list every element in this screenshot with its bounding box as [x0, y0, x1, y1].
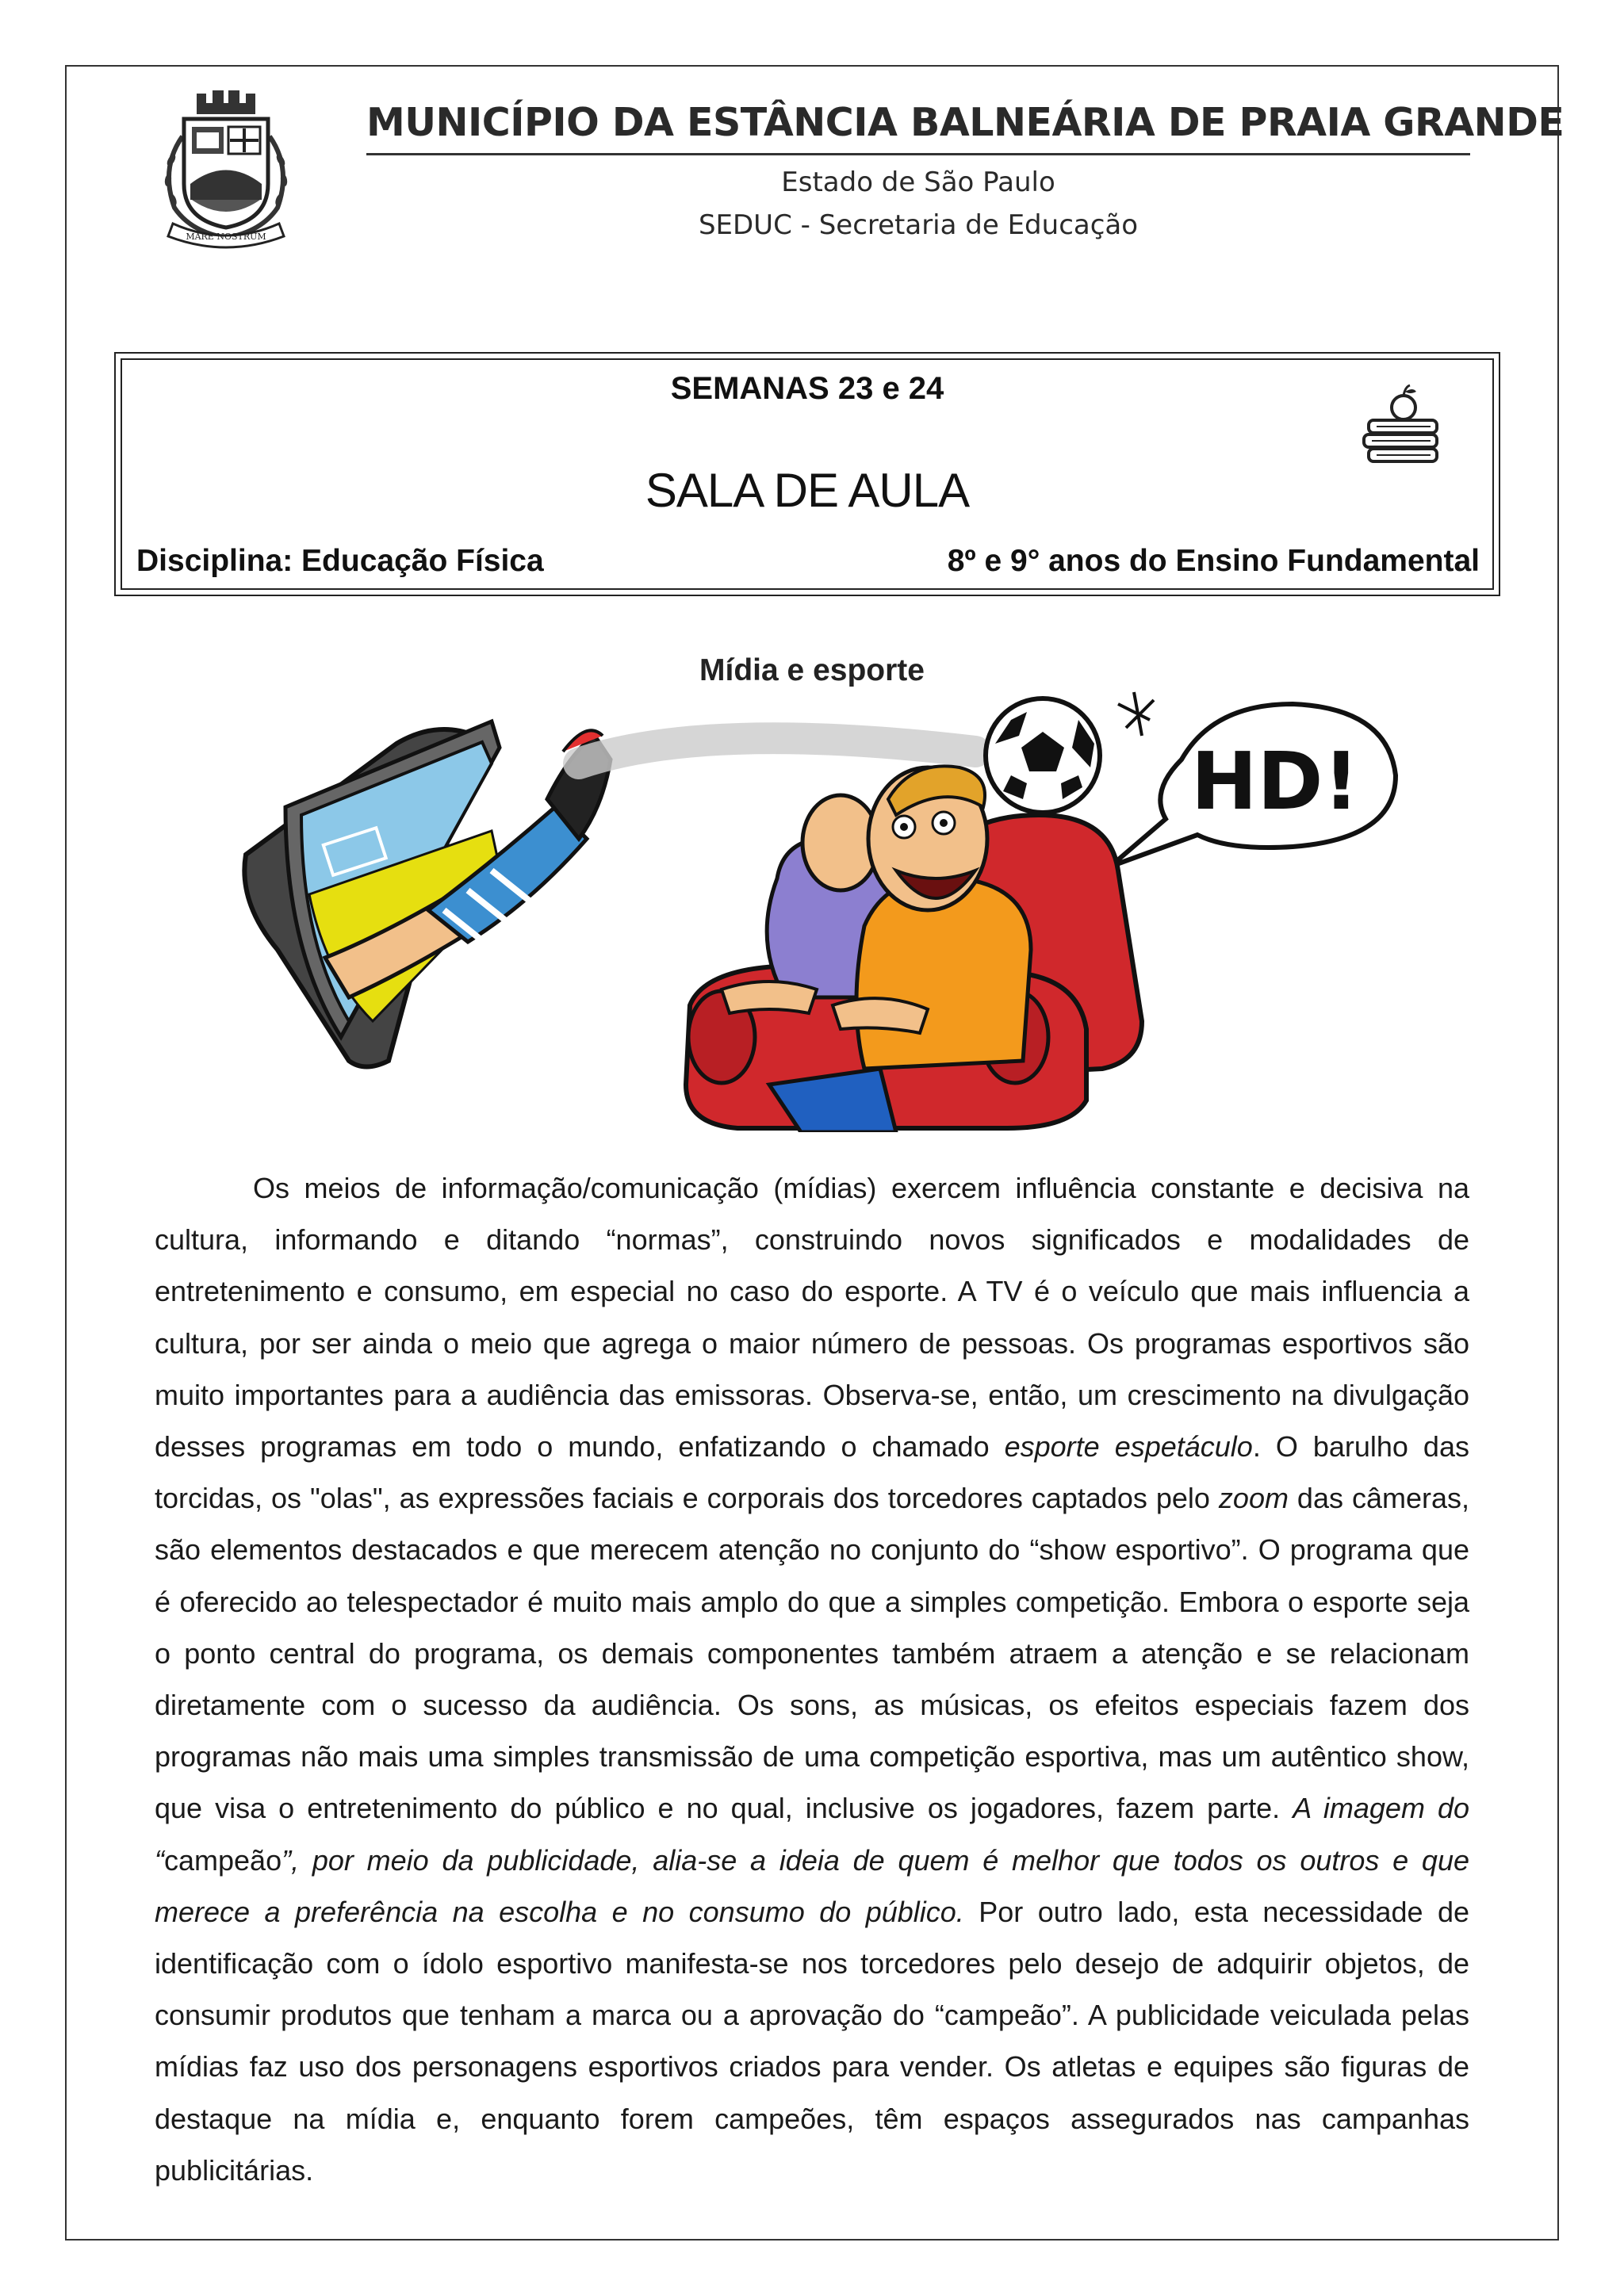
grades-label: 8º e 9° anos do Ensino Fundamental — [947, 544, 1480, 578]
soccer-ball-icon — [986, 698, 1100, 813]
article-body — [155, 1162, 1469, 2196]
books-apple-icon — [1358, 381, 1445, 468]
body-segment: Os meios de informação/comunicação (mídias) exercem influência constante e decisiva na cultura, informando e ditando “normas”, construindo novos significados e modalidades de entretenimento e consumo, em especial no caso do esporte. A TV é o veículo que mais influencia a cultura, por ser ainda o meio que agrega o maior número de pessoas. Os programas esportivos são muito importantes para a audiência das emissoras. Observa-se, então, um crescimento na divulgação desses programas em todo o mundo, enfatizando o chamado — [155, 1172, 1469, 1464]
body-emphasis: ”, por meio da publicidade, alia-se a ideia de quem é melhor que todos os outros e que merece a preferência na escolha e no consumo do público. — [155, 1843, 1469, 1928]
body-segment: . O barulho das torcidas, os "olas", as expressões faciais e corporais dos torcedores captados pelo — [155, 1430, 1469, 1515]
municipal-crest-icon — [151, 89, 301, 251]
speech-bubble-text: HD! — [1190, 735, 1360, 828]
discipline-label: Disciplina: Educação Física — [136, 544, 544, 578]
body-segment: das câmeras, são elementos destacados e que merecem atenção no conjunto do “show esportivo”. O programa que é oferecido ao telespectador é muito mais amplo do que a simples competição. Embora o esporte seja o ponto central do programa, os demais componentes também atraem a atenção e se relacionam diretamente com o sucesso da audiência. Os sons, as músicas, os efeitos especiais fazem dos programas não mais uma simples transmissão de uma competição esportiva, mas um autêntico show, que visa o entretenimento do público e no qual, inclusive os jogadores, fazem parte. — [155, 1482, 1469, 1825]
body-emphasis: esporte espetáculo — [1004, 1430, 1253, 1464]
section-title: Mídia e esporte — [699, 653, 925, 687]
body-emphasis: A imagem do “ — [155, 1792, 1469, 1877]
crest-motto: MARE NOSTRUM — [186, 232, 266, 242]
state-name: Estado de São Paulo — [781, 166, 1055, 198]
body-segment: Por outro lado, esta necessidade de identificação com o ídolo esportivo manifesta-se nos torcedores pelo desejo de adquirir objetos, de consumir produtos que tenham a marca ou a aprovação do “campeão”. A publicidade veiculada pelas mídias faz uso dos personagens esportivos criados para vender. Os atletas e equipes são figuras de destaque na mídia e, enquanto forem campeões, têm espaços assegurados nas campanhas publicitárias. — [155, 1895, 1469, 2187]
body-segment: campeão — [164, 1843, 282, 1877]
body-emphasis: zoom — [1218, 1482, 1289, 1515]
header-divider — [366, 153, 1470, 155]
municipality-title: MUNICÍPIO DA ESTÂNCIA BALNEÁRIA DE PRAIA GRANDE — [366, 100, 1565, 145]
department-name: SEDUC - Secretaria de Educação — [698, 209, 1139, 241]
weeks-label: SEMANAS 23 e 24 — [670, 371, 944, 406]
lesson-info-box — [114, 352, 1500, 596]
classroom-label: SALA DE AULA — [645, 464, 970, 517]
media-sport-illustration — [230, 688, 1404, 1132]
article-paragraph — [155, 1162, 1469, 2196]
